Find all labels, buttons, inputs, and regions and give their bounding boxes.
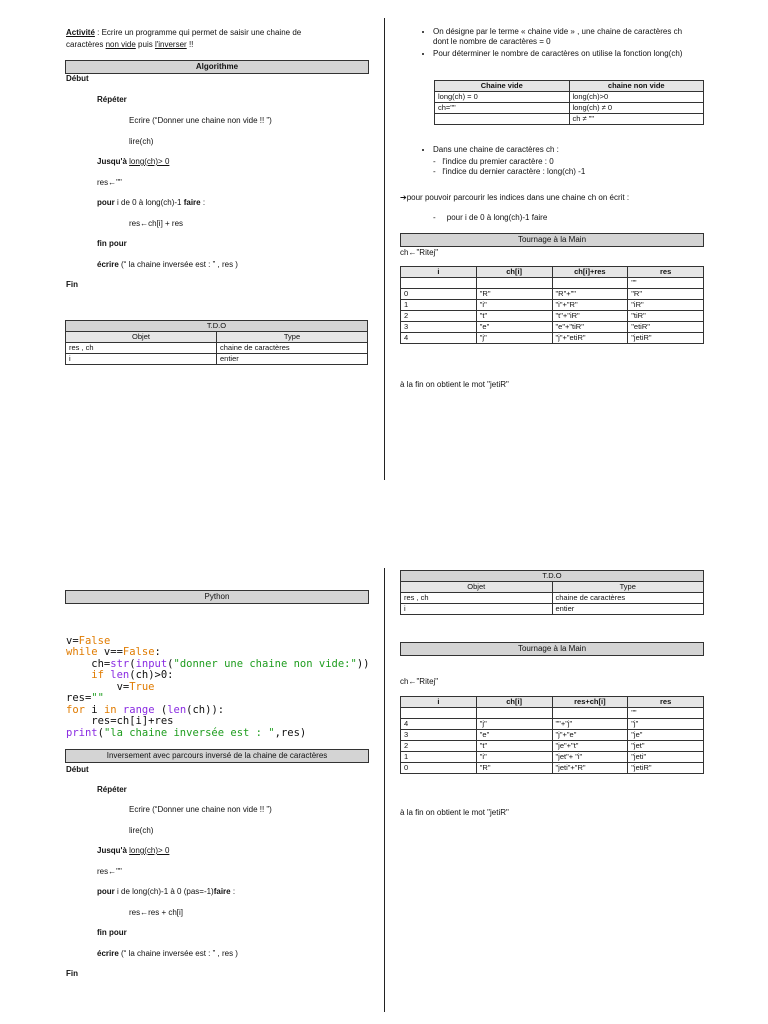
- dash-last-index: - l'indice du dernier caractère : long(ch) -1: [433, 167, 586, 176]
- algo1-ecrire-result: écrire (“ la chaine inversée est : ” , res ): [97, 260, 238, 269]
- table-row: i entier: [401, 604, 704, 615]
- algo1-repeter: Répéter: [97, 95, 127, 104]
- trace-table-1: i ch[i] ch[i]+res res "" 0 "R" "R"+"" "R" 1 "i" "i"+"R" "iR" 2 "t" "t"+"iR" "tiR" 3 "e" "e"+"tiR" "etiR" 4 "j" "j"+"etiR" "jetiR": [400, 266, 704, 344]
- algo1-ecrire: Ecrire (“Donner une chaine non vide !! ”): [129, 116, 272, 125]
- tdo-header-objet: Objet: [66, 332, 217, 343]
- algo2-ecrire: Ecrire (“Donner une chaine non vide !! ”): [129, 805, 272, 814]
- table-row: ch ≠ "": [435, 114, 704, 125]
- algo1-res-init: res←"": [97, 178, 122, 187]
- table-cell: [552, 278, 628, 289]
- table-row: long(ch) = 0 long(ch)>0: [435, 92, 704, 103]
- table-cell: "etiR": [628, 322, 704, 333]
- table-cell: "t": [476, 741, 552, 752]
- algo2-header: Inversement avec parcours inversé de la chaine de caractères: [65, 749, 369, 763]
- table-cell: "iR": [628, 300, 704, 311]
- table-cell: 2: [401, 311, 477, 322]
- note-bullet-length: • Pour déterminer le nombre de caractères on utilise la fonction long(ch): [433, 49, 699, 59]
- table-cell: 4: [401, 333, 477, 344]
- algo2-lire: lire(ch): [129, 826, 154, 835]
- table-cell: 0: [401, 763, 477, 774]
- table-row: ch="" long(ch) ≠ 0: [435, 103, 704, 114]
- table-row: [401, 278, 704, 289]
- algo2-pour: pour i de long(ch)-1 à 0 (pas=-1)faire :: [97, 887, 236, 896]
- table-cell: "j"+"etiR": [552, 333, 628, 344]
- algo2-jusqua: Jusqu'à long(ch)> 0: [97, 846, 170, 855]
- trace2-init: ch←"Ritej": [400, 677, 439, 686]
- table-cell: [476, 708, 552, 719]
- table-cell: "R": [628, 289, 704, 300]
- table-cell: "": [628, 708, 704, 719]
- table-cell: "": [628, 278, 704, 289]
- tdo-table-2: [400, 570, 704, 615]
- algo2-debut: Début: [66, 765, 89, 774]
- table-cell: "t": [476, 311, 552, 322]
- activity-statement: Activité : Ecrire un programme qui permet de saisir une chaine de caractères non vide puis l'inverser !!: [66, 28, 302, 49]
- table-row: [401, 752, 704, 763]
- empty-vs-nonempty-table: Chaine vide chaine non vide long(ch) = 0 long(ch)>0 ch="" long(ch) ≠ 0 ch ≠ "": [434, 80, 704, 125]
- dash-first-index: - l'indice du premier caractère : 0: [433, 157, 554, 166]
- algo2-repeter: Répéter: [97, 785, 127, 794]
- algo2-fin: Fin: [66, 969, 78, 978]
- table-cell: [552, 708, 628, 719]
- table-cell: 0: [401, 289, 477, 300]
- table-row: res , ch chaine de caractères: [66, 343, 368, 354]
- table-cell: "i": [476, 300, 552, 311]
- table-cell: [476, 278, 552, 289]
- table-cell: "j"+"e": [552, 730, 628, 741]
- algo1-assign: res←ch[i] + res: [129, 219, 184, 228]
- notes-section: [419, 27, 699, 61]
- table-cell: 3: [401, 322, 477, 333]
- note-bullet-empty-string: • On désigne par le terme « chaine vide » , une chaine de caractères ch dont le nombre de caractères = 0: [433, 27, 699, 47]
- trace1-header: Tournage à la Main: [400, 233, 704, 247]
- trace1-result: à la fin on obtient le mot "jetiR": [400, 380, 509, 389]
- table-cell: "jetiR": [628, 763, 704, 774]
- table-cell: "e": [476, 322, 552, 333]
- table-cell: "je": [628, 730, 704, 741]
- tdo-header-type: Type: [217, 332, 368, 343]
- table-cell: "jet"+ "i": [552, 752, 628, 763]
- table-cell: ""+"j": [552, 719, 628, 730]
- table-row: res , ch chaine de caractères: [401, 593, 704, 604]
- indices-notes: [419, 145, 699, 177]
- table-cell: [401, 278, 477, 289]
- table-cell: "R"+"": [552, 289, 628, 300]
- trace2-result: à la fin on obtient le mot "jetiR": [400, 808, 509, 817]
- algo1-debut: Début: [66, 74, 89, 83]
- trace-table-2: i ch[i] res+ch[i] res "" 4 "j" ""+"j" "j" 3 "e" "j"+"e" "je" 2 "t" "je"+"t" "jet" 1 "i" "jet"+ "i" "jeti" 0 "R" "jeti"+"R" "jetiR": [400, 696, 704, 774]
- table-row: [401, 763, 704, 774]
- table-cell: "i"+"R": [552, 300, 628, 311]
- tdo-header-type: Type: [552, 582, 704, 593]
- python-code: v=False while v==False: ch=str(input("donner une chaine non vide:")) if len(ch)>0: v=True res="" for i in range (len(ch)): res=ch[i]+res print("la chaine inversée est : ",res): [66, 634, 370, 739]
- table-cell: 3: [401, 730, 477, 741]
- table-cell: "je"+"t": [552, 741, 628, 752]
- algo1-pour: pour i de 0 à long(ch)-1 faire :: [97, 198, 206, 207]
- table-cell: 4: [401, 719, 477, 730]
- tdo-header-objet: Objet: [401, 582, 553, 593]
- table-cell: "jeti": [628, 752, 704, 763]
- algo2-ecrire-result: écrire (“ la chaine inversée est : ” , res ): [97, 949, 238, 958]
- table-cell: "j": [476, 719, 552, 730]
- table-cell: "jeti"+"R": [552, 763, 628, 774]
- tdo-title: T.D.O: [401, 571, 704, 582]
- table-cell: 1: [401, 752, 477, 763]
- algorithm-header: Algorithme: [65, 60, 369, 74]
- table-row: [401, 333, 704, 344]
- table-row: [401, 289, 704, 300]
- arrow-note: ➔pour pouvoir parcourir les indices dans une chaine ch on écrit :: [400, 193, 630, 202]
- table-cell: "i": [476, 752, 552, 763]
- algo2-assign: res←res + ch[i]: [129, 908, 184, 917]
- algo2-res-init: res←"": [97, 867, 122, 876]
- column-divider-top: [384, 18, 385, 480]
- trace1-init: ch←"Ritej": [400, 248, 439, 257]
- note-bullet-indices: • Dans une chaine de caractères ch :: [433, 145, 699, 155]
- table-cell: "tiR": [628, 311, 704, 322]
- table-row: [401, 300, 704, 311]
- tdo-title: T.D.O: [66, 321, 368, 332]
- table-cell: "e": [476, 730, 552, 741]
- table-cell: "t"+"iR": [552, 311, 628, 322]
- tdo-table-1: [65, 320, 368, 365]
- dash-loop: - pour i de 0 à long(ch)-1 faire: [433, 213, 548, 222]
- table-cell: "jet": [628, 741, 704, 752]
- table-cell: "e"+"tiR": [552, 322, 628, 333]
- table-cell: "R": [476, 289, 552, 300]
- table-cell: "j": [476, 333, 552, 344]
- table-row: [401, 311, 704, 322]
- table-cell: "R": [476, 763, 552, 774]
- algo1-fin: Fin: [66, 280, 78, 289]
- table-row: [401, 741, 704, 752]
- table-cell: "j": [628, 719, 704, 730]
- trace2-header: Tournage à la Main: [400, 642, 704, 656]
- table-row: [401, 730, 704, 741]
- algo1-finpour: fin pour: [97, 239, 127, 248]
- table-row: [401, 322, 704, 333]
- algo1-lire: lire(ch): [129, 137, 154, 146]
- algo2-finpour: fin pour: [97, 928, 127, 937]
- python-header: Python: [65, 590, 369, 604]
- column-divider-bottom: [384, 568, 385, 1012]
- table-cell: "jetiR": [628, 333, 704, 344]
- table-cell: 1: [401, 300, 477, 311]
- table-cell: 2: [401, 741, 477, 752]
- table-row: i entier: [66, 354, 368, 365]
- table-row: [401, 719, 704, 730]
- table-row: [401, 708, 704, 719]
- table-cell: [401, 708, 477, 719]
- algo1-jusqua: Jusqu'à long(ch)> 0: [97, 157, 170, 166]
